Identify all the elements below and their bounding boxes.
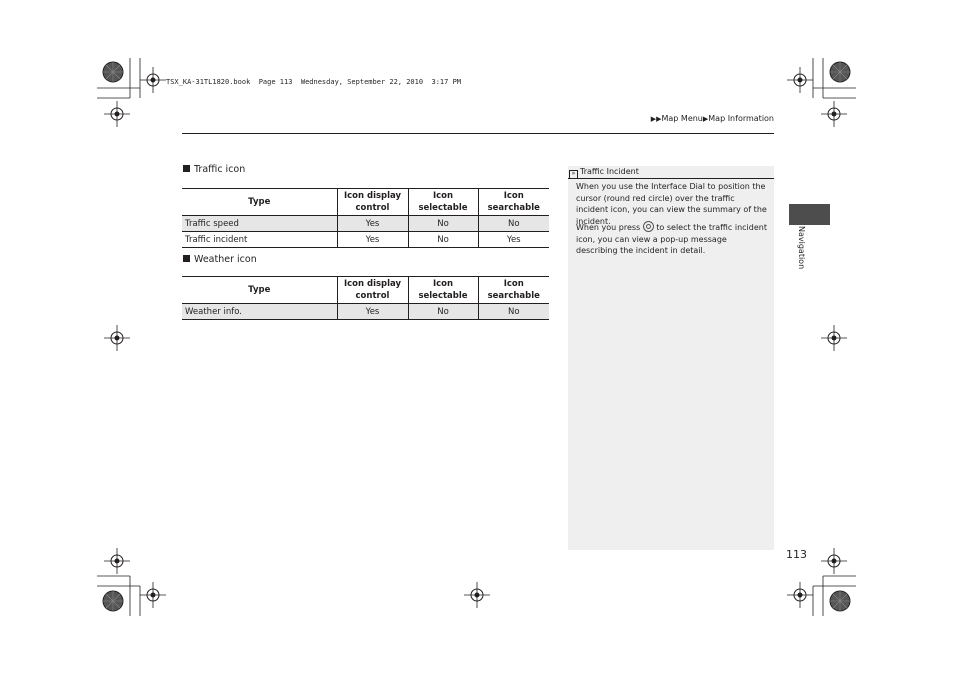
breadcrumb-arrow-icon: ▶ xyxy=(702,115,709,123)
table-header: Icon searchable xyxy=(478,277,549,304)
traffic-icon-heading: Traffic icon xyxy=(183,164,245,175)
breadcrumb-map-information: Map Information xyxy=(708,114,774,123)
weather-icon-heading: Weather icon xyxy=(183,254,257,265)
table-row: Weather info. Yes No No xyxy=(182,304,549,320)
table-header: Type xyxy=(182,189,337,216)
table-header: Type xyxy=(182,277,337,304)
reference-mark-icon: » xyxy=(569,170,578,179)
breadcrumb xyxy=(651,114,774,123)
breadcrumb-map-menu: Map Menu xyxy=(661,114,703,123)
table-header: Icon display control xyxy=(337,189,408,216)
sidebar-paragraph-2: When you press to select the traffic incident icon, you can view a pop-up message describing the incident in detail. xyxy=(576,223,767,255)
table-row: Traffic incident Yes No Yes xyxy=(182,232,549,248)
traffic-icon-table xyxy=(182,188,549,248)
navigation-tab xyxy=(789,204,830,225)
sidebar-title: » Traffic Incident xyxy=(568,166,774,179)
header-rule xyxy=(182,133,774,134)
table-header: Icon selectable xyxy=(408,277,478,304)
weather-icon-table xyxy=(182,276,549,320)
breadcrumb-arrow-icon: ▶▶ xyxy=(650,115,662,123)
navigation-tab-label: Navigation xyxy=(797,226,806,270)
table-header: Icon display control xyxy=(337,277,408,304)
interface-dial-icon xyxy=(643,221,654,232)
table-header: Icon searchable xyxy=(478,189,549,216)
sidebar-paragraph-1: When you use the Interface Dial to position the cursor (round red circle) over the traffic incident icon, you can view the summary of the incident. xyxy=(576,182,767,226)
print-info-line: TSX_KA-31TL1820.book Page 113 Wednesday, September 22, 2010 3:17 PM xyxy=(166,78,462,86)
page-number: 113 xyxy=(786,548,807,561)
table-row: Traffic speed Yes No No xyxy=(182,216,549,232)
square-bullet-icon xyxy=(183,255,190,262)
table-header: Icon selectable xyxy=(408,189,478,216)
square-bullet-icon xyxy=(183,165,190,172)
